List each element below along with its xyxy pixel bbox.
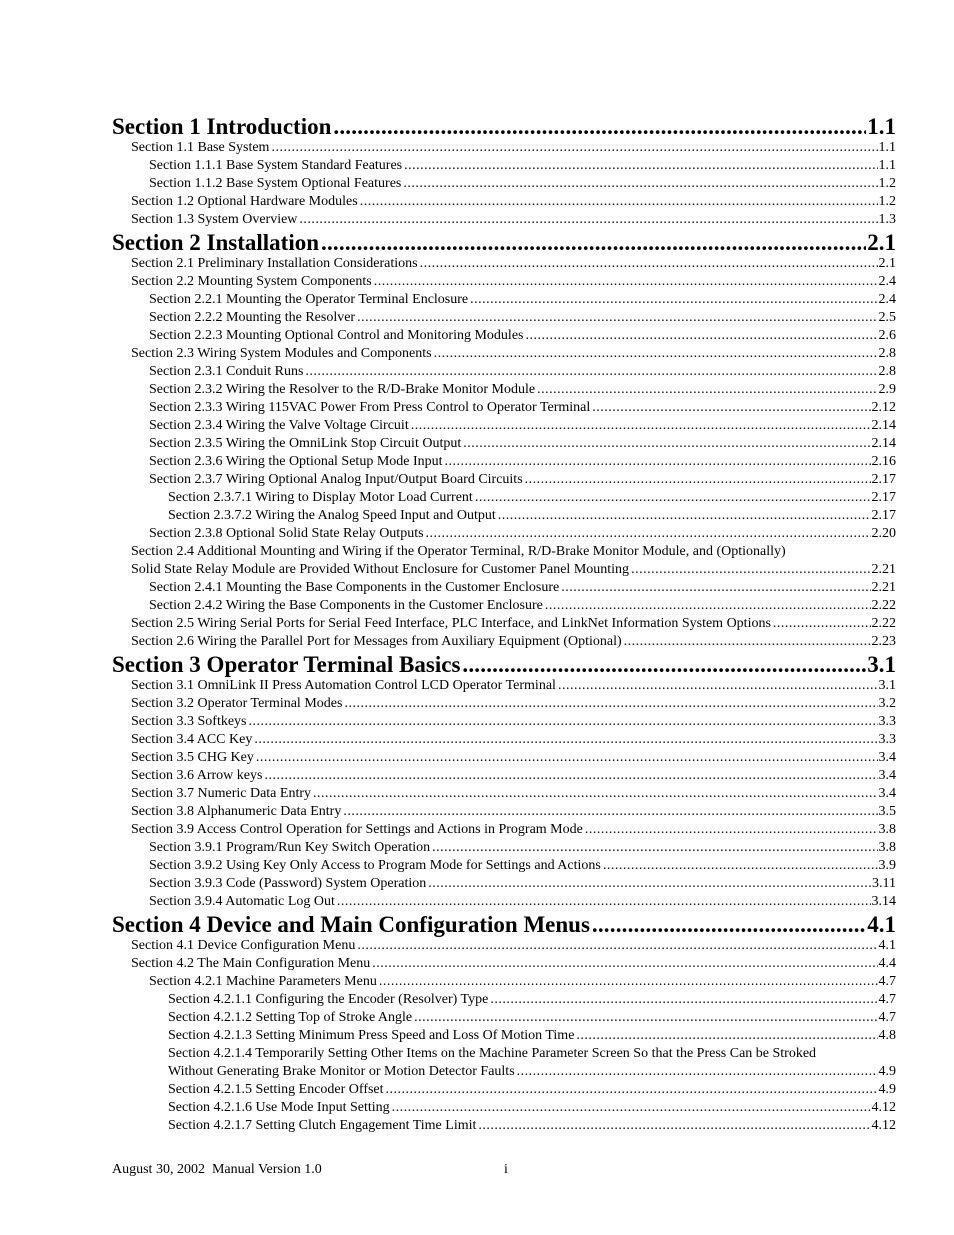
toc-section-heading[interactable]: [112, 115, 896, 139]
footer-page-number: i: [504, 1162, 508, 1177]
dot-leader: [624, 633, 871, 651]
toc-entry[interactable]: [112, 1063, 896, 1081]
toc-entry-page: 2.16: [871, 454, 896, 469]
dot-leader: [337, 893, 871, 911]
dot-leader: [254, 731, 877, 749]
dot-leader: [360, 193, 878, 211]
toc-entry-page: 2.22: [871, 598, 896, 613]
toc-entry-page: 4.9: [878, 1082, 896, 1097]
toc-entry-title: Section 2.2.3 Mounting Optional Control and Monitoring Modules: [149, 328, 524, 343]
toc-entry[interactable]: [112, 471, 896, 489]
toc-entry-title: Section 1.1.1 Base System Standard Features: [149, 158, 403, 173]
toc-entry-page: 2.17: [871, 508, 896, 523]
toc-entry[interactable]: [112, 561, 896, 579]
dot-leader: [592, 913, 866, 937]
toc-entry-page: 2.14: [871, 418, 896, 433]
toc-entry-page: 2.21: [871, 580, 896, 595]
dot-leader: [526, 327, 878, 345]
toc-entry-title: Section 4.2.1.6 Use Mode Input Setting: [168, 1100, 390, 1115]
toc-entry-page: 3.4: [878, 750, 896, 765]
dot-leader: [256, 749, 878, 767]
toc-entry-title: Section 4 Device and Main Configuration Menus: [112, 913, 590, 937]
toc-entry-page: 3.3: [878, 732, 896, 747]
dot-leader: [462, 653, 866, 677]
toc-entry-page: 4.7: [878, 1010, 896, 1025]
dot-leader: [498, 507, 871, 525]
toc-entry-page: 1.3: [878, 212, 896, 227]
toc-entry[interactable]: [112, 893, 896, 911]
toc-entry-title: Section 3.9.4 Automatic Log Out: [149, 894, 335, 909]
toc-entry-page: 1.1: [878, 140, 896, 155]
dot-leader: [420, 255, 878, 273]
dot-leader: [558, 677, 878, 695]
dot-leader: [478, 1117, 870, 1135]
toc-entry-title: Section 2.3.6 Wiring the Optional Setup Mode Input: [149, 454, 443, 469]
toc-entry-page: 2.8: [878, 346, 896, 361]
toc-entry-page: 2.20: [871, 526, 896, 541]
toc-entry-title: Section 2.3.7.1 Wiring to Display Motor Load Current: [168, 490, 473, 505]
toc-entry[interactable]: [112, 991, 896, 1009]
toc-entry[interactable]: [112, 677, 896, 695]
toc-entry[interactable]: [112, 973, 896, 991]
toc-entry-page: 2.6: [878, 328, 896, 343]
toc-entry-title: Section 3.6 Arrow keys: [131, 768, 263, 783]
dot-leader: [432, 839, 877, 857]
toc-entry-title: Section 1.1 Base System: [131, 140, 270, 155]
toc-entry[interactable]: [112, 633, 896, 651]
toc-entry-title: Section 3.8 Alphanumeric Data Entry: [131, 804, 342, 819]
dot-leader: [576, 1027, 877, 1045]
toc-entry[interactable]: [112, 255, 896, 273]
table-of-contents: [112, 113, 896, 1135]
toc-entry-title: Section 2.2 Mounting System Components: [131, 274, 372, 289]
toc-entry-title: Section 2.3.3 Wiring 115VAC Power From Press Control to Operator Terminal: [149, 400, 591, 415]
toc-entry[interactable]: [112, 803, 896, 821]
toc-entry-title: Section 4.2 The Main Configuration Menu: [131, 956, 371, 971]
toc-entry-page: 2.12: [871, 400, 896, 415]
toc-entry[interactable]: [112, 955, 896, 973]
toc-entry[interactable]: [112, 839, 896, 857]
dot-leader: [463, 435, 870, 453]
dot-leader: [603, 857, 878, 875]
toc-entry[interactable]: [112, 579, 896, 597]
toc-entry-title: Section 2.4 Additional Mounting and Wiring if the Operator Terminal, R/D-Brake Monitor Module, and (Optionally): [131, 544, 786, 559]
toc-entry-title: Section 3.5 CHG Key: [131, 750, 254, 765]
toc-entry-title: Section 4.2.1.3 Setting Minimum Press Speed and Loss Of Motion Time: [168, 1028, 575, 1043]
toc-entry-title: Section 2.4.1 Mounting the Base Components in the Customer Enclosure: [149, 580, 560, 595]
toc-entry-page: 2.14: [871, 436, 896, 451]
toc-entry-page: 2.1: [867, 231, 896, 255]
toc-entry-title: Section 2 Installation: [112, 231, 320, 255]
dot-leader: [592, 399, 870, 417]
dot-leader: [537, 381, 877, 399]
dot-leader: [470, 291, 877, 309]
toc-entry[interactable]: [112, 309, 896, 327]
toc-entry-page: 2.8: [878, 364, 896, 379]
toc-entry-title: Section 4.2.1 Machine Parameters Menu: [149, 974, 377, 989]
toc-entry[interactable]: [112, 1009, 896, 1027]
toc-entry-title: Section 2.2.2 Mounting the Resolver: [149, 310, 356, 325]
toc-entry[interactable]: [112, 327, 896, 345]
toc-section-heading[interactable]: [112, 231, 896, 255]
toc-entry-page: 2.23: [871, 634, 896, 649]
toc-entry-title: Section 3.3 Softkeys: [131, 714, 247, 729]
toc-entry[interactable]: [112, 713, 896, 731]
toc-entry-title: Section 2.3.4 Wiring the Valve Voltage Circuit: [149, 418, 409, 433]
toc-entry[interactable]: [112, 1117, 896, 1135]
toc-entry[interactable]: [112, 489, 896, 507]
toc-entry-title: Section 1.2 Optional Hardware Modules: [131, 194, 358, 209]
toc-entry-page: 3.2: [878, 696, 896, 711]
toc-entry[interactable]: [112, 435, 896, 453]
dot-leader: [264, 767, 877, 785]
toc-entry-title: Section 4.2.1.4 Temporarily Setting Other Items on the Machine Parameter Screen So that the Press Can be Stroked: [168, 1046, 817, 1061]
dot-leader: [379, 973, 878, 991]
toc-entry-title: Section 3.9.1 Program/Run Key Switch Operation: [149, 840, 431, 855]
toc-entry-title: Without Generating Brake Monitor or Motion Detector Faults: [168, 1064, 515, 1079]
toc-entry[interactable]: [112, 785, 896, 803]
toc-entry-page: 3.5: [878, 804, 896, 819]
toc-entry[interactable]: [112, 597, 896, 615]
dot-leader: [374, 273, 878, 291]
toc-entry-page: 2.21: [871, 562, 896, 577]
dot-leader: [631, 561, 870, 579]
toc-entry-title: Solid State Relay Module are Provided Without Enclosure for Customer Panel Mounting: [131, 562, 630, 577]
toc-entry-title: Section 2.3.7 Wiring Optional Analog Input/Output Board Circuits: [149, 472, 523, 487]
toc-entry-title: Section 4.1 Device Configuration Menu: [131, 938, 356, 953]
toc-entry-title: Section 3.9 Access Control Operation for Settings and Actions in Program Mode: [131, 822, 583, 837]
toc-entry-page: 1.2: [878, 194, 896, 209]
dot-leader: [434, 345, 878, 363]
toc-entry[interactable]: [112, 291, 896, 309]
toc-entry-title: Section 2.6 Wiring the Parallel Port for Messages from Auxiliary Equipment (Optional): [131, 634, 622, 649]
toc-entry-title: Section 2.2.1 Mounting the Operator Terminal Enclosure: [149, 292, 469, 307]
toc-entry-page: 4.8: [878, 1028, 896, 1043]
dot-leader: [344, 695, 877, 713]
toc-entry[interactable]: [112, 175, 896, 193]
dot-leader: [585, 821, 878, 839]
toc-entry-page: 4.7: [878, 974, 896, 989]
toc-entry-page: 2.17: [871, 472, 896, 487]
toc-entry-page: 3.8: [878, 840, 896, 855]
toc-entry-title: Section 2.3.1 Conduit Runs: [149, 364, 304, 379]
toc-entry-title: Section 2.3.2 Wiring the Resolver to the R/D-Brake Monitor Module: [149, 382, 536, 397]
toc-entry-page: 2.22: [871, 616, 896, 631]
dot-leader: [357, 937, 877, 955]
dot-leader: [545, 597, 871, 615]
toc-entry[interactable]: [112, 363, 896, 381]
toc-entry-page: 2.4: [878, 274, 896, 289]
toc-entry-title: Section 4.2.1.1 Configuring the Encoder (Resolver) Type: [168, 992, 489, 1007]
dot-leader: [445, 453, 871, 471]
dot-leader: [305, 363, 877, 381]
toc-entry-page: 1.2: [878, 176, 896, 191]
dot-leader: [372, 955, 877, 973]
toc-entry-page: 3.14: [871, 894, 896, 909]
toc-entry-title: Section 2.3.8 Optional Solid State Relay Outputs: [149, 526, 424, 541]
dot-leader: [386, 1081, 878, 1099]
toc-entry-page: 4.7: [878, 992, 896, 1007]
toc-entry-page: 4.9: [878, 1064, 896, 1079]
toc-entry-page: 4.1: [867, 913, 896, 937]
toc-entry-title: Section 3.4 ACC Key: [131, 732, 253, 747]
toc-entry-page: 2.4: [878, 292, 896, 307]
toc-entry-title: Section 1.1.2 Base System Optional Features: [149, 176, 402, 191]
toc-entry[interactable]: [112, 139, 896, 157]
dot-leader: [525, 471, 871, 489]
toc-entry[interactable]: [112, 193, 896, 211]
dot-leader: [411, 417, 871, 435]
toc-entry-continued[interactable]: [112, 543, 896, 561]
toc-entry-page: 4.12: [871, 1100, 896, 1115]
toc-entry-page: 3.4: [878, 768, 896, 783]
toc-entry-page: 3.8: [878, 822, 896, 837]
dot-leader: [475, 489, 871, 507]
toc-entry-title: Section 2.4.2 Wiring the Base Components in the Customer Enclosure: [149, 598, 543, 613]
toc-entry-page: 4.12: [871, 1118, 896, 1133]
toc-entry[interactable]: [112, 157, 896, 175]
toc-section-heading[interactable]: [112, 913, 896, 937]
toc-entry[interactable]: [112, 937, 896, 955]
toc-entry[interactable]: [112, 273, 896, 291]
toc-entry-page: 2.17: [871, 490, 896, 505]
toc-entry[interactable]: [112, 767, 896, 785]
dot-leader: [517, 1063, 878, 1081]
toc-entry[interactable]: [112, 381, 896, 399]
toc-entry[interactable]: [112, 695, 896, 713]
dot-leader: [414, 1009, 877, 1027]
toc-entry[interactable]: [112, 345, 896, 363]
footer-date-version: August 30, 2002 Manual Version 1.0: [112, 1162, 322, 1177]
dot-leader: [490, 991, 877, 1009]
dot-leader: [773, 615, 871, 633]
dot-leader: [426, 525, 871, 543]
dot-leader: [299, 211, 877, 229]
dot-leader: [249, 713, 878, 731]
toc-entry-page: 4.4: [878, 956, 896, 971]
dot-leader: [561, 579, 870, 597]
toc-entry[interactable]: [112, 453, 896, 471]
toc-entry-page: 1.1: [878, 158, 896, 173]
toc-entry[interactable]: [112, 875, 896, 893]
toc-entry-page: 4.1: [878, 938, 896, 953]
toc-entry-continued[interactable]: [112, 1045, 896, 1063]
dot-leader: [404, 157, 877, 175]
toc-entry-page: 3.3: [878, 714, 896, 729]
toc-entry-title: Section 4.2.1.2 Setting Top of Stroke Angle: [168, 1010, 413, 1025]
toc-entry-title: Section 1.3 System Overview: [131, 212, 298, 227]
toc-entry[interactable]: [112, 857, 896, 875]
toc-entry[interactable]: [112, 821, 896, 839]
toc-entry-page: 3.1: [878, 678, 896, 693]
toc-entry-title: Section 2.1 Preliminary Installation Considerations: [131, 256, 418, 271]
toc-entry-title: Section 3.2 Operator Terminal Modes: [131, 696, 343, 711]
toc-entry[interactable]: [112, 507, 896, 525]
toc-entry-title: Section 2.3.7.2 Wiring the Analog Speed Input and Output: [168, 508, 496, 523]
toc-entry-title: Section 2.3 Wiring System Modules and Components: [131, 346, 432, 361]
toc-entry[interactable]: [112, 399, 896, 417]
toc-entry-page: 2.5: [878, 310, 896, 325]
dot-leader: [333, 115, 866, 139]
dot-leader: [392, 1099, 871, 1117]
toc-entry-page: 2.1: [878, 256, 896, 271]
toc-entry[interactable]: [112, 525, 896, 543]
dot-leader: [428, 875, 871, 893]
toc-entry-page: 2.9: [878, 382, 896, 397]
toc-section-heading[interactable]: [112, 653, 896, 677]
toc-entry-title: Section 4.2.1.7 Setting Clutch Engagement Time Limit: [168, 1118, 477, 1133]
toc-entry-title: Section 2.5 Wiring Serial Ports for Serial Feed Interface, PLC Interface, and LinkNet Information System Options: [131, 616, 771, 631]
toc-entry-title: Section 3.1 OmniLink II Press Automation Control LCD Operator Terminal: [131, 678, 556, 693]
toc-entry-title: Section 3.7 Numeric Data Entry: [131, 786, 312, 801]
toc-entry-page: 3.9: [878, 858, 896, 873]
toc-entry-title: Section 1 Introduction: [112, 115, 332, 139]
dot-leader: [357, 309, 877, 327]
dot-leader: [343, 803, 877, 821]
toc-entry-title: Section 4.2.1.5 Setting Encoder Offset: [168, 1082, 384, 1097]
toc-entry[interactable]: [112, 1081, 896, 1099]
toc-entry-page: 3.4: [878, 786, 896, 801]
toc-entry-title: Section 3.9.3 Code (Password) System Operation: [149, 876, 427, 891]
toc-entry[interactable]: [112, 417, 896, 435]
toc-entry-page: 1.1: [867, 115, 896, 139]
toc-entry-page: 3.11: [872, 876, 896, 891]
dot-leader: [403, 175, 877, 193]
toc-entry[interactable]: [112, 615, 896, 633]
dot-leader: [271, 139, 877, 157]
dot-leader: [321, 231, 866, 255]
toc-entry[interactable]: [112, 731, 896, 749]
toc-entry[interactable]: [112, 1027, 896, 1045]
toc-entry-page: 3.1: [867, 653, 896, 677]
toc-entry-title: Section 3 Operator Terminal Basics: [112, 653, 461, 677]
toc-entry[interactable]: [112, 1099, 896, 1117]
toc-entry-title: Section 2.3.5 Wiring the OmniLink Stop Circuit Output: [149, 436, 462, 451]
dot-leader: [313, 785, 877, 803]
toc-entry[interactable]: [112, 749, 896, 767]
toc-entry[interactable]: [112, 211, 896, 229]
toc-entry-title: Section 3.9.2 Using Key Only Access to Program Mode for Settings and Actions: [149, 858, 601, 873]
